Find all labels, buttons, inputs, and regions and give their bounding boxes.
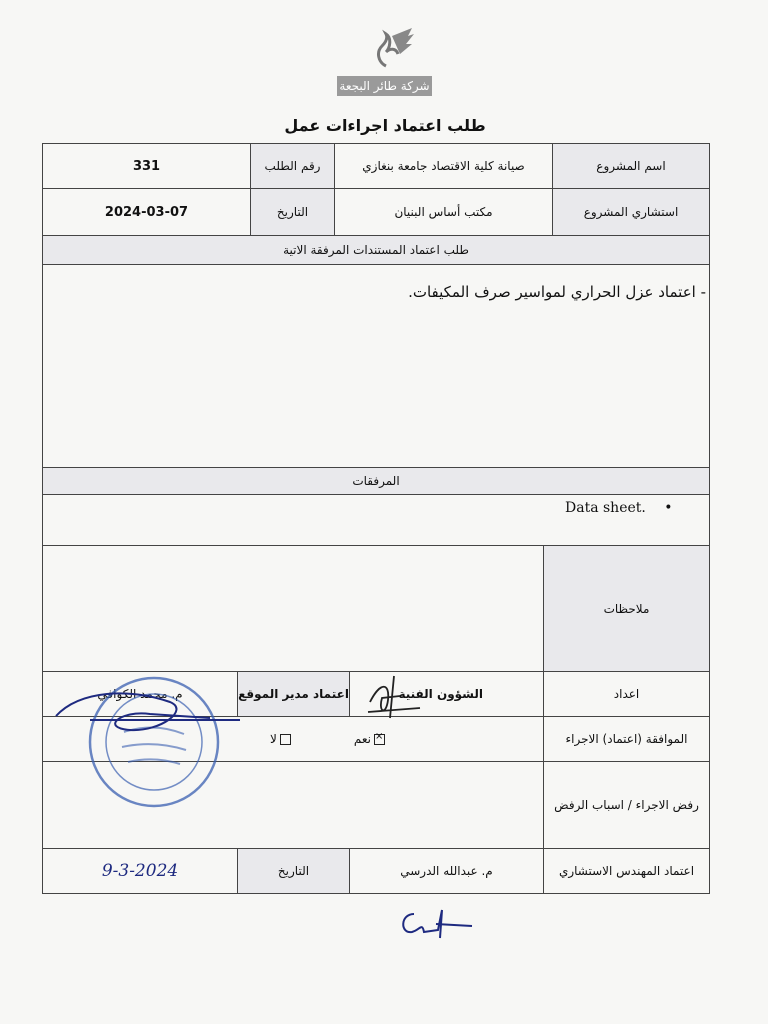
swan-logo-icon [368, 26, 418, 74]
approval-label: الموافقة (اعتماد) الاجراء [543, 716, 710, 762]
consultant-value: مكتب أساس البنيان [334, 188, 553, 236]
notes-box [42, 545, 544, 672]
notes-label: ملاحظات [543, 545, 710, 672]
project-name-label: اسم المشروع [552, 143, 710, 189]
request-body-text: - اعتماد عزل الحراري لمواسير صرف المكيفات. [408, 283, 706, 301]
attachment-item [565, 500, 673, 516]
attachment-item-text: Data sheet. [565, 500, 646, 516]
handwritten-date-cell [42, 848, 238, 894]
no-checkbox[interactable] [280, 734, 291, 745]
consultant-label: استشاري المشروع [552, 188, 710, 236]
reject-label: رفض الاجراء / اسباب الرفض [543, 761, 710, 849]
yes-checkbox[interactable] [374, 734, 385, 745]
technical-signature [360, 672, 430, 722]
consultant-engineer-cell: م. عبدالله الدرسي [349, 848, 544, 894]
bullet-icon: • [664, 500, 673, 516]
consultant-signature [396, 904, 476, 944]
yes-label: نعم [353, 732, 371, 746]
request-number-label: رقم الطلب [250, 143, 335, 189]
site-manager-approval-label: اعتماد مدير الموقع [237, 671, 350, 717]
site-manager-name: م. محمد الكوافي [97, 687, 183, 701]
request-number-value: 331 [42, 143, 251, 189]
company-name-badge: شركة طائر البجعة [337, 76, 432, 96]
date-label: التاريخ [250, 188, 335, 236]
handwritten-date: 9-3-2024 [101, 861, 179, 881]
technical-affairs-label: الشؤون الفنية [398, 687, 483, 701]
no-label: لا [270, 732, 277, 746]
final-date-label: التاريخ [237, 848, 350, 894]
project-name-value: صيانة كلية الاقتصاد جامعة بنغازي [334, 143, 553, 189]
prepare-label: اعداد [543, 671, 710, 717]
request-header: طلب اعتماد المستندات المرفقة الاتية [42, 235, 710, 265]
form-title: طلب اعتماد اجراءات عمل [284, 116, 486, 135]
date-value: 2024-03-07 [42, 188, 251, 236]
attachments-header: المرفقات [42, 467, 710, 495]
site-manager-signature [50, 680, 250, 740]
consultant-approval-label: اعتماد المهندس الاستشاري [543, 848, 710, 894]
